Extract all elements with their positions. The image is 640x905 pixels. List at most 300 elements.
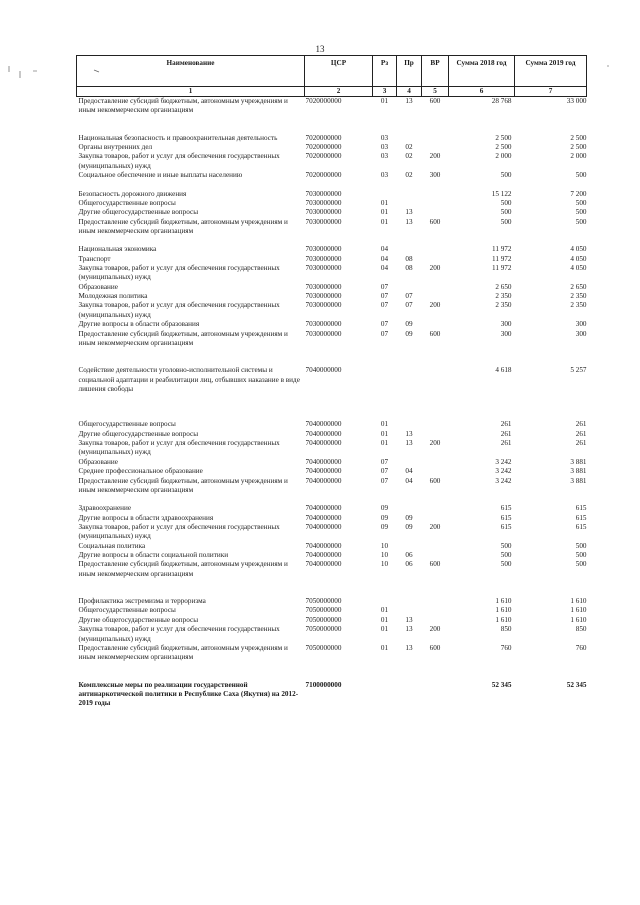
row-pr: 13 bbox=[405, 643, 413, 652]
row-rz bbox=[373, 366, 397, 394]
row-sum-2018: 11 972 bbox=[492, 245, 512, 254]
row-sum-2019: 2 350 bbox=[570, 292, 587, 301]
row-name: Органы внутренних дел bbox=[78, 143, 153, 152]
row-sum-2018: 2 500 bbox=[495, 133, 512, 142]
row-rz: 10 bbox=[380, 560, 389, 569]
row-sum-2018: 15 122 bbox=[491, 189, 512, 198]
column-number: 7 bbox=[515, 87, 587, 97]
table-row bbox=[77, 199, 587, 208]
row-pr bbox=[397, 542, 422, 551]
row-csr: 7040000000 bbox=[305, 366, 342, 375]
table-row bbox=[77, 606, 587, 615]
table-row bbox=[77, 616, 587, 625]
header-rz: Рз bbox=[373, 56, 397, 87]
row-sum-2018: 850 bbox=[500, 625, 512, 634]
row-pr: 13 bbox=[405, 615, 413, 624]
column-number: 2 bbox=[305, 87, 373, 97]
table-row bbox=[77, 264, 587, 283]
row-pr: 13 bbox=[405, 97, 413, 105]
row-pr: 02 bbox=[405, 143, 413, 152]
row-rz: 01 bbox=[380, 429, 389, 438]
row-sum-2019: 500 bbox=[575, 217, 587, 226]
row-sum-2018: 500 bbox=[500, 208, 512, 217]
row-sum-2019: 2 500 bbox=[570, 143, 587, 152]
row-sum-2019: 33 000 bbox=[566, 97, 587, 105]
row-csr: 7020000000 bbox=[305, 143, 342, 152]
row-csr: 7040000000 bbox=[305, 560, 342, 569]
row-pr bbox=[397, 597, 422, 606]
row-sum-2018: 615 bbox=[500, 504, 512, 513]
row-csr: 7050000000 bbox=[305, 643, 342, 652]
row-rz: 03 bbox=[380, 143, 389, 152]
table-row bbox=[77, 514, 587, 523]
row-rz: 01 bbox=[380, 439, 389, 448]
row-sum-2018: 615 bbox=[500, 513, 512, 522]
row-sum-2019: 4 050 bbox=[570, 264, 587, 273]
row-sum-2018: 11 972 bbox=[492, 264, 512, 273]
row-vr bbox=[422, 597, 449, 606]
row-rz: 03 bbox=[380, 152, 389, 161]
row-pr: 06 bbox=[405, 560, 413, 569]
row-vr: 200 bbox=[429, 439, 441, 448]
row-rz: 01 bbox=[380, 208, 389, 217]
row-csr: 7050000000 bbox=[305, 597, 342, 606]
row-csr: 7030000000 bbox=[305, 217, 342, 226]
row-vr bbox=[422, 143, 449, 152]
header-pr: Пр bbox=[397, 56, 422, 87]
row-vr bbox=[422, 681, 449, 709]
row-rz: 09 bbox=[380, 522, 389, 531]
row-pr: 04 bbox=[405, 467, 413, 476]
row-pr: 02 bbox=[405, 152, 413, 161]
row-name: Другие вопросы в области здравоохранения bbox=[78, 513, 214, 522]
row-name: Молодежная политика bbox=[78, 292, 148, 301]
row-csr: 7040000000 bbox=[305, 551, 342, 560]
row-sum-2018: 2 350 bbox=[495, 292, 512, 301]
row-csr: 7040000000 bbox=[305, 504, 342, 513]
table-row bbox=[77, 681, 587, 709]
row-sum-2018: 1 610 bbox=[495, 597, 512, 606]
row-sum-2019: 760 bbox=[575, 643, 587, 652]
row-name: Комплексные меры по реализации государственной антинаркотической политики в Республике Саха (Якутия) на 2012-2019 годы bbox=[78, 680, 299, 708]
row-sum-2018: 2 500 bbox=[495, 143, 512, 152]
table-row bbox=[77, 551, 587, 560]
row-sum-2018: 2 650 bbox=[495, 282, 512, 291]
row-spacer bbox=[77, 579, 587, 597]
row-sum-2019: 500 bbox=[575, 541, 587, 550]
row-vr bbox=[422, 616, 449, 625]
row-csr: 7030000000 bbox=[305, 189, 342, 198]
row-spacer bbox=[77, 116, 587, 134]
column-number: 4 bbox=[397, 87, 422, 97]
row-name: Другие общегосударственные вопросы bbox=[78, 208, 199, 217]
table-row bbox=[77, 171, 587, 180]
row-pr bbox=[397, 504, 422, 513]
header-name: Наименование bbox=[77, 56, 305, 87]
row-name: Закупка товаров, работ и услуг для обеспечения государственных (муниципальных) нужд bbox=[78, 264, 280, 282]
table-row bbox=[77, 597, 587, 606]
row-vr bbox=[422, 551, 449, 560]
row-pr: 09 bbox=[405, 320, 413, 329]
row-sum-2018: 261 bbox=[500, 420, 512, 429]
row-sum-2018: 300 bbox=[500, 329, 512, 338]
row-rz: 04 bbox=[380, 264, 389, 273]
row-sum-2018: 261 bbox=[500, 429, 512, 438]
row-pr bbox=[397, 366, 422, 394]
row-vr: 600 bbox=[429, 329, 441, 338]
row-pr: 09 bbox=[405, 522, 413, 531]
row-rz: 01 bbox=[380, 97, 389, 105]
row-csr: 7040000000 bbox=[305, 429, 342, 438]
column-number: 5 bbox=[422, 87, 449, 97]
table-row bbox=[77, 255, 587, 264]
row-name: Закупка товаров, работ и услуг для обеспечения государственных (муниципальных) нужд bbox=[78, 439, 280, 457]
table-row bbox=[77, 218, 587, 237]
row-csr: 7030000000 bbox=[305, 245, 342, 254]
row-spacer-cell bbox=[77, 236, 587, 245]
row-name: Другие вопросы в области образования bbox=[78, 320, 200, 329]
table-row bbox=[77, 467, 587, 476]
row-sum-2019: 261 bbox=[575, 420, 587, 429]
row-pr bbox=[397, 420, 422, 429]
table-row bbox=[77, 420, 587, 429]
row-pr: 09 bbox=[405, 513, 413, 522]
row-sum-2019: 500 bbox=[575, 560, 587, 569]
row-rz bbox=[373, 190, 397, 199]
row-sum-2018: 3 242 bbox=[495, 467, 512, 476]
row-rz: 01 bbox=[380, 217, 389, 226]
row-vr bbox=[422, 199, 449, 208]
row-rz: 07 bbox=[380, 476, 389, 485]
row-rz: 10 bbox=[380, 551, 389, 560]
row-vr bbox=[422, 542, 449, 551]
table-header bbox=[77, 56, 587, 97]
row-csr: 7050000000 bbox=[305, 615, 342, 624]
row-csr: 7030000000 bbox=[305, 264, 342, 273]
row-vr: 200 bbox=[429, 301, 441, 310]
row-sum-2019: 261 bbox=[575, 429, 587, 438]
row-sum-2019: 1 610 bbox=[570, 597, 587, 606]
row-sum-2019: 500 bbox=[575, 198, 587, 207]
row-sum-2019: 3 881 bbox=[570, 467, 587, 476]
row-sum-2019: 2 000 bbox=[570, 152, 587, 161]
row-sum-2019: 4 050 bbox=[570, 245, 587, 254]
row-sum-2019: 1 610 bbox=[570, 606, 587, 615]
row-name: Предоставление субсидий бюджетным, автономным учреждениям и иным некоммерческим организациям bbox=[78, 97, 288, 115]
row-pr: 13 bbox=[405, 429, 413, 438]
row-sum-2018: 500 bbox=[500, 198, 512, 207]
row-sum-2018: 500 bbox=[500, 217, 512, 226]
row-rz: 04 bbox=[380, 254, 389, 263]
row-spacer bbox=[77, 181, 587, 190]
row-pr: 13 bbox=[405, 208, 413, 217]
row-csr: 7030000000 bbox=[305, 320, 342, 329]
row-vr: 600 bbox=[429, 97, 441, 105]
row-vr bbox=[422, 420, 449, 429]
row-name: Предоставление субсидий бюджетным, автономным учреждениям и иным некоммерческим организациям bbox=[78, 476, 288, 494]
row-csr: 7040000000 bbox=[305, 420, 342, 429]
row-pr bbox=[397, 134, 422, 143]
row-sum-2018: 3 242 bbox=[495, 476, 512, 485]
row-sum-2018: 615 bbox=[500, 522, 512, 531]
row-vr: 600 bbox=[429, 217, 441, 226]
row-pr bbox=[397, 458, 422, 467]
row-sum-2019: 2 350 bbox=[570, 301, 587, 310]
column-number-row bbox=[77, 87, 587, 97]
row-name: Закупка товаров, работ и услуг для обеспечения государственных (муниципальных) нужд bbox=[78, 522, 280, 541]
table-row bbox=[77, 283, 587, 292]
row-rz: 07 bbox=[380, 320, 389, 329]
row-csr: 7050000000 bbox=[305, 606, 342, 615]
row-rz: 07 bbox=[380, 467, 389, 476]
row-name: Национальная экономика bbox=[78, 245, 157, 254]
row-spacer bbox=[77, 348, 587, 366]
row-rz: 01 bbox=[380, 625, 389, 634]
row-pr bbox=[397, 681, 422, 709]
row-sum-2018: 500 bbox=[500, 541, 512, 550]
table-row bbox=[77, 477, 587, 496]
row-name: Безопасность дорожного движения bbox=[78, 189, 187, 198]
row-rz: 01 bbox=[380, 606, 389, 615]
row-vr: 600 bbox=[429, 560, 441, 569]
row-vr: 200 bbox=[429, 625, 441, 634]
row-name: Образование bbox=[78, 282, 118, 291]
row-sum-2019: 261 bbox=[575, 439, 587, 448]
row-csr: 7040000000 bbox=[305, 457, 342, 466]
row-sum-2019: 615 bbox=[575, 513, 587, 522]
row-rz: 09 bbox=[380, 513, 389, 522]
row-sum-2018: 500 bbox=[500, 171, 512, 180]
table-row bbox=[77, 523, 587, 542]
row-sum-2018: 11 972 bbox=[492, 254, 512, 263]
row-rz: 07 bbox=[380, 457, 389, 466]
row-vr bbox=[422, 458, 449, 467]
row-sum-2018: 1 610 bbox=[495, 606, 512, 615]
row-name: Предоставление субсидий бюджетным, автономным учреждениям и иным некоммерческим организациям bbox=[78, 643, 288, 662]
row-vr bbox=[422, 606, 449, 615]
row-pr bbox=[397, 283, 422, 292]
row-rz: 07 bbox=[380, 282, 389, 291]
row-csr: 7040000000 bbox=[305, 439, 342, 448]
row-sum-2019: 850 bbox=[575, 625, 587, 634]
row-vr bbox=[422, 134, 449, 143]
row-vr bbox=[422, 366, 449, 394]
row-vr bbox=[422, 320, 449, 329]
row-pr: 07 bbox=[405, 301, 413, 310]
row-csr: 7020000000 bbox=[305, 133, 342, 142]
table-body bbox=[77, 97, 587, 709]
row-sum-2018: 500 bbox=[500, 551, 512, 560]
row-spacer-cell bbox=[77, 348, 587, 366]
row-rz: 01 bbox=[380, 615, 389, 624]
row-vr: 600 bbox=[429, 476, 441, 485]
table-row bbox=[77, 190, 587, 199]
row-rz: 01 bbox=[380, 420, 389, 429]
row-csr: 7040000000 bbox=[305, 541, 342, 550]
row-csr: 7020000000 bbox=[305, 171, 342, 180]
table-row bbox=[77, 320, 587, 329]
table-row bbox=[77, 292, 587, 301]
row-spacer-cell bbox=[77, 579, 587, 597]
row-pr bbox=[397, 606, 422, 615]
row-sum-2019: 3 881 bbox=[570, 457, 587, 466]
row-pr: 13 bbox=[405, 625, 413, 634]
table-row bbox=[77, 330, 587, 349]
row-name: Образование bbox=[78, 457, 118, 466]
row-sum-2019: 2 650 bbox=[570, 282, 587, 291]
table-row bbox=[77, 439, 587, 458]
row-csr: 7030000000 bbox=[305, 329, 342, 338]
row-name: Предоставление субсидий бюджетным, автономным учреждениям и иным некоммерческим организациям bbox=[78, 329, 288, 347]
row-sum-2019: 500 bbox=[575, 208, 587, 217]
row-name: Общегосударственные вопросы bbox=[78, 420, 176, 429]
row-name: Социальная политика bbox=[78, 541, 146, 550]
table-row bbox=[77, 152, 587, 171]
row-rz: 01 bbox=[380, 643, 389, 652]
row-sum-2018: 500 bbox=[500, 560, 512, 569]
row-sum-2019: 615 bbox=[575, 504, 587, 513]
row-pr: 07 bbox=[405, 292, 413, 301]
row-name: Другие вопросы в области социальной политики bbox=[78, 551, 229, 560]
column-number: 1 bbox=[77, 87, 305, 97]
row-pr: 04 bbox=[405, 476, 413, 485]
row-sum-2018: 760 bbox=[500, 643, 512, 652]
row-spacer-cell bbox=[77, 181, 587, 190]
row-csr: 7030000000 bbox=[305, 292, 342, 301]
row-rz: 03 bbox=[380, 171, 389, 180]
row-vr bbox=[422, 292, 449, 301]
table-row bbox=[77, 560, 587, 579]
row-name: Другие общегосударственные вопросы bbox=[78, 615, 199, 624]
row-csr: 7100000000 bbox=[305, 680, 342, 689]
table-row bbox=[77, 504, 587, 513]
row-name: Предоставление субсидий бюджетным, автономным учреждениям и иным некоммерческим организациям bbox=[78, 560, 288, 578]
row-spacer-cell bbox=[77, 116, 587, 134]
table-row bbox=[77, 430, 587, 439]
row-rz: 10 bbox=[380, 541, 389, 550]
row-name: Здравоохранение bbox=[78, 504, 132, 513]
row-sum-2019: 500 bbox=[575, 551, 587, 560]
table-row bbox=[77, 644, 587, 663]
row-sum-2018: 300 bbox=[500, 320, 512, 329]
row-rz: 04 bbox=[380, 245, 389, 254]
row-name: Другие общегосударственные вопросы bbox=[78, 429, 199, 438]
row-name: Социальное обеспечение и иные выплаты населению bbox=[78, 171, 243, 180]
header-csr: ЦСР bbox=[305, 56, 373, 87]
row-name: Закупка товаров, работ и услуг для обеспечения государственных (муниципальных) нужд bbox=[78, 625, 280, 643]
row-name: Закупка товаров, работ и услуг для обеспечения государственных (муниципальных) нужд bbox=[78, 301, 280, 319]
row-pr bbox=[397, 245, 422, 254]
row-vr bbox=[422, 245, 449, 254]
header-vr: ВР bbox=[422, 56, 449, 87]
header-sum-2019: Сумма 2019 год bbox=[515, 56, 587, 87]
row-sum-2019: 2 500 bbox=[570, 133, 587, 142]
row-vr bbox=[422, 255, 449, 264]
row-vr: 300 bbox=[429, 171, 441, 180]
row-sum-2018: 261 bbox=[500, 439, 512, 448]
row-rz: 07 bbox=[380, 329, 389, 338]
row-sum-2019: 300 bbox=[575, 320, 587, 329]
row-sum-2019: 4 050 bbox=[570, 254, 587, 263]
row-rz: 01 bbox=[380, 198, 389, 207]
row-vr bbox=[422, 514, 449, 523]
row-csr: 7040000000 bbox=[305, 476, 342, 485]
header-sum-2018: Сумма 2018 год bbox=[449, 56, 515, 87]
row-csr: 7020000000 bbox=[305, 97, 342, 105]
row-sum-2018: 2 350 bbox=[495, 301, 512, 310]
row-name: Общегосударственные вопросы bbox=[78, 606, 176, 615]
row-pr: 02 bbox=[405, 171, 413, 180]
row-sum-2019: 500 bbox=[575, 171, 587, 180]
row-csr: 7040000000 bbox=[305, 513, 342, 522]
row-spacer bbox=[77, 394, 587, 420]
row-name: Транспорт bbox=[78, 254, 111, 263]
table-row bbox=[77, 134, 587, 143]
row-csr: 7050000000 bbox=[305, 625, 342, 634]
row-vr bbox=[422, 283, 449, 292]
row-rz bbox=[373, 681, 397, 709]
table-row bbox=[77, 97, 587, 116]
row-vr: 200 bbox=[429, 522, 441, 531]
row-sum-2019: 7 200 bbox=[570, 189, 587, 198]
row-sum-2019: 615 bbox=[575, 522, 587, 531]
row-rz: 07 bbox=[380, 301, 389, 310]
row-pr: 13 bbox=[405, 439, 413, 448]
row-sum-2019: 5 257 bbox=[570, 366, 587, 375]
row-spacer bbox=[77, 495, 587, 504]
table-row bbox=[77, 143, 587, 152]
row-name: Общегосударственные вопросы bbox=[78, 198, 176, 207]
row-vr: 600 bbox=[429, 643, 441, 652]
row-sum-2018: 52 345 bbox=[491, 680, 512, 689]
row-sum-2019: 52 345 bbox=[566, 680, 587, 689]
row-csr: 7030000000 bbox=[305, 254, 342, 263]
column-number: 6 bbox=[449, 87, 515, 97]
row-sum-2019: 3 881 bbox=[570, 476, 587, 485]
row-name: Национальная безопасность и правоохранительная деятельность bbox=[78, 133, 278, 142]
row-pr: 09 bbox=[405, 329, 413, 338]
row-spacer bbox=[77, 663, 587, 681]
page-number: 13 bbox=[315, 44, 325, 54]
table-row bbox=[77, 245, 587, 254]
row-vr bbox=[422, 430, 449, 439]
row-spacer-cell bbox=[77, 495, 587, 504]
row-spacer-cell bbox=[77, 394, 587, 420]
row-csr: 7030000000 bbox=[305, 301, 342, 310]
row-vr: 200 bbox=[429, 264, 441, 273]
row-csr: 7040000000 bbox=[305, 467, 342, 476]
budget-table bbox=[76, 55, 587, 709]
row-pr bbox=[397, 199, 422, 208]
row-pr: 08 bbox=[405, 264, 413, 273]
row-csr: 7030000000 bbox=[305, 208, 342, 217]
row-name: Закупка товаров, работ и услуг для обеспечения государственных (муниципальных) нужд bbox=[78, 152, 280, 170]
row-pr bbox=[397, 190, 422, 199]
row-spacer-cell bbox=[77, 663, 587, 681]
table-row bbox=[77, 458, 587, 467]
table-row bbox=[77, 542, 587, 551]
row-name: Предоставление субсидий бюджетным, автономным учреждениям и иным некоммерческим организациям bbox=[78, 217, 288, 235]
row-sum-2019: 300 bbox=[575, 329, 587, 338]
table-row bbox=[77, 625, 587, 644]
row-pr: 08 bbox=[405, 254, 413, 263]
row-spacer bbox=[77, 236, 587, 245]
row-sum-2018: 2 000 bbox=[495, 152, 512, 161]
row-rz bbox=[373, 597, 397, 606]
row-sum-2018: 3 242 bbox=[495, 457, 512, 466]
row-sum-2018: 4 618 bbox=[495, 366, 512, 375]
row-rz: 07 bbox=[380, 292, 389, 301]
